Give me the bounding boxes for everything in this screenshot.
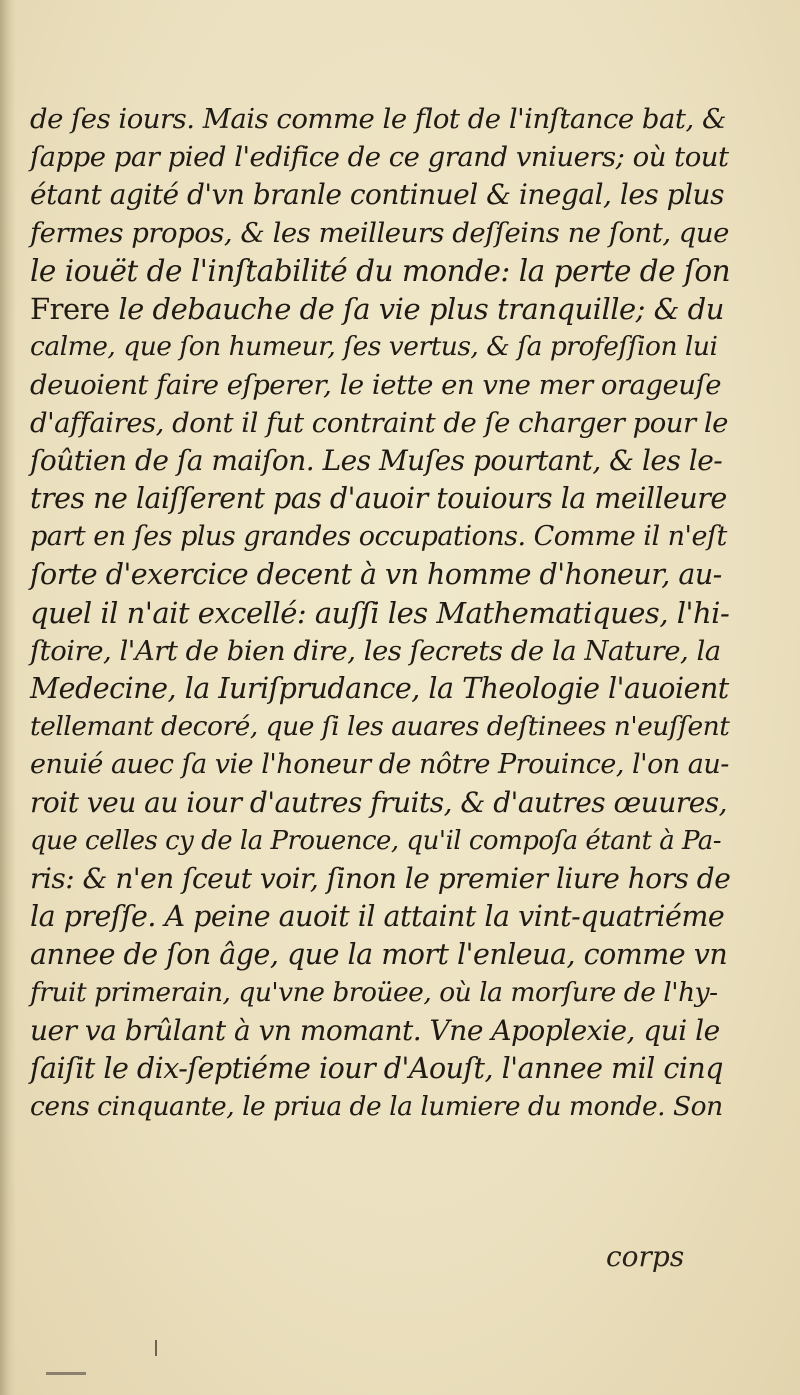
word-frere: Frere <box>30 292 110 326</box>
text-line: étant agité d'vn branle continuel & inegal, les plus <box>30 178 724 211</box>
text-line: uer va brûlant à vn momant. Vne Apoplexie, qui le <box>30 1014 720 1047</box>
text-line-continuation: le debauche de ſa vie plus tranquille; & du <box>118 292 724 326</box>
text-line: ſappe par pied l'edifice de ce grand vniuers; où tout <box>30 141 729 173</box>
text-line: que celles cy de la Prouence, qu'il compoſa étant à Pa- <box>30 826 722 856</box>
text-line: tellemant decoré, que ſi les auares deſtinees n'euſſent <box>30 711 730 742</box>
text-line: le iouët de l'inſtabilité du monde: la perte de ſon <box>30 254 731 288</box>
text-line: part en ſes plus grandes occupations. Comme il n'eſt <box>30 521 727 552</box>
text-line: roit veu au iour d'autres fruits, & d'autres œuures, <box>30 786 728 819</box>
text-line: d'affaires, dont il fut contraint de ſe charger pour le <box>30 407 728 439</box>
text-line: cens cinquante, le priua de la lumiere du monde. Son <box>30 1091 723 1122</box>
ink-speck <box>46 1372 86 1375</box>
text-line: ſtoire, l'Art de bien dire, les ſecrets de la Nature, la <box>30 635 721 667</box>
text-line: fruit primerain, qu'vne broüee, où la morſure de l'hy- <box>30 977 718 1008</box>
text-line: ſaiſit le dix-ſeptiéme iour d'Aouſt, l'annee mil cinq <box>30 1052 724 1085</box>
text-line: ſoûtien de ſa maiſon. Les Muſes pourtant, & les le- <box>30 444 723 477</box>
text-line: ſorte d'exercice decent à vn homme d'honeur, au- <box>30 558 722 591</box>
text-line <box>30 290 724 328</box>
text-line: fermes propos, & les meilleurs deſſeins ne ſont, que <box>30 217 729 249</box>
catchword: corps <box>606 1240 685 1273</box>
text-line: deuoient faire eſperer, le iette en vne mer orageuſe <box>30 369 721 401</box>
text-line: calme, que ſon humeur, ſes vertus, & ſa profeſſion lui <box>30 331 718 362</box>
text-line: de ſes iours. Mais comme le flot de l'inſtance bat, & <box>30 103 726 135</box>
text-line: ris: & n'en ſceut voir, ſinon le premier liure hors de <box>30 862 731 895</box>
text-line: tres ne laiſſerent pas d'auoir touiours la meilleure <box>30 482 727 515</box>
text-line: enuié auec ſa vie l'honeur de nôtre Prouince, l'on au- <box>30 749 729 780</box>
text-line: Medecine, la Iuriſprudance, la Theologie l'auoient <box>30 672 729 705</box>
text-line: la preſſe. A peine auoit il attaint la vint-quatriéme <box>30 900 725 933</box>
text-line: annee de ſon âge, que la mort l'enleua, comme vn <box>30 938 728 971</box>
ink-speck <box>155 1340 157 1356</box>
text-line: quel il n'ait excellé: auſſi les Mathematiques, l'hi- <box>30 596 730 630</box>
page-gutter-shadow <box>0 0 16 1395</box>
